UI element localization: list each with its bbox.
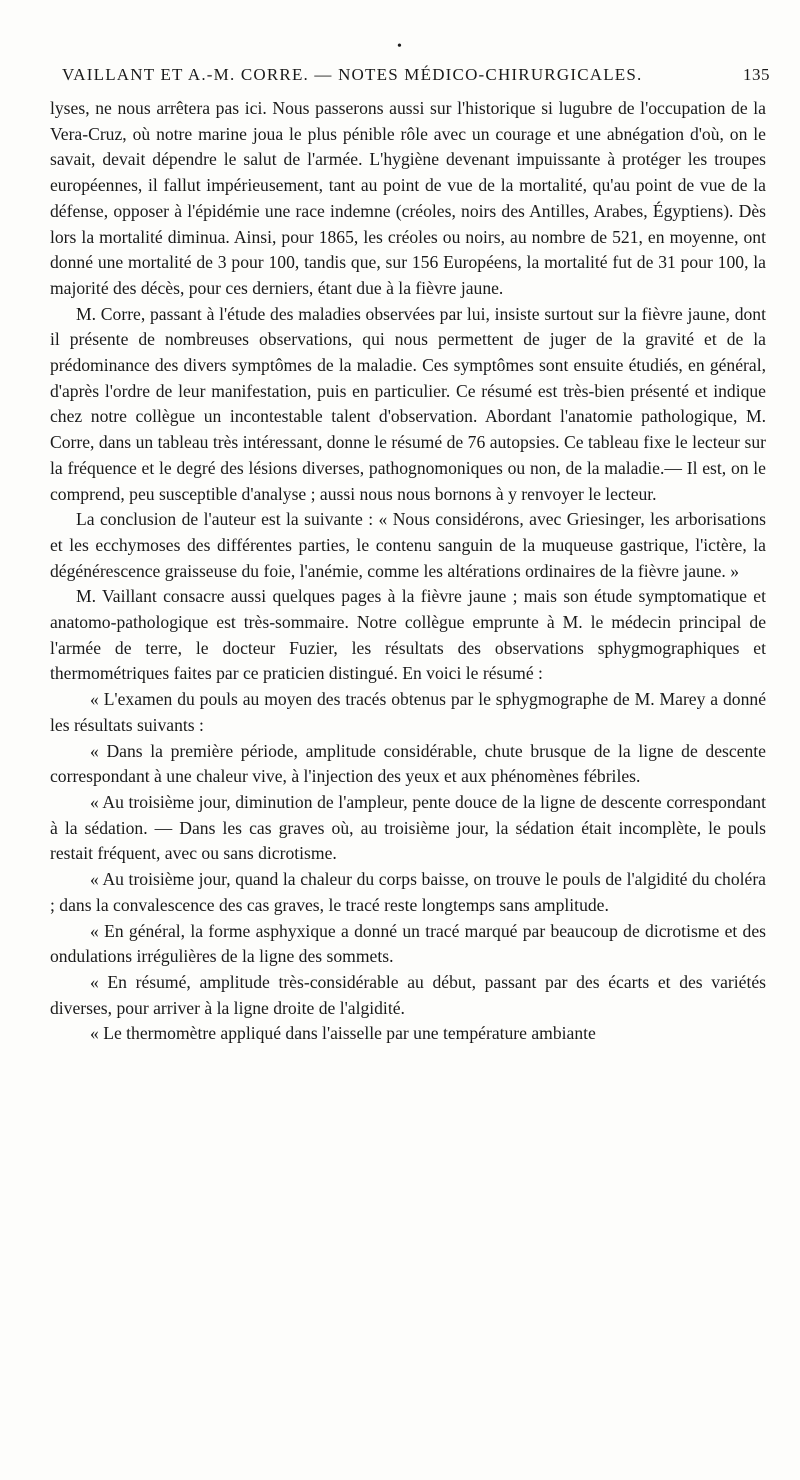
quote-first-period: « Dans la première période, amplitude considérable, chute brusque de la ligne de descente correspondant à une chaleur vive, à l'injection des yeux et aux phénomènes fébriles. <box>50 740 766 787</box>
paragraph-corre-study: M. Corre, passant à l'étude des maladies observées par lui, insiste surtout sur la fièvre jaune, dont il présente de nombreuses observations, qui nous permettent de juger de la gravité et de la prédominance des divers symptômes de la maladie. Ces symptômes sont ensuite étudiés, en général, d'après l'ordre de leur manifestation, puis en particulier. Ce résumé est très-bien présenté et indique chez notre collègue un incontestable talent d'observation. Abordant l'anatomie pathologique, M. Corre, dans un tableau très intéressant, donne le résumé de 76 autopsies. Ce tableau fixe le lecteur sur la fréquence et le degré des lésions diverses, pathognomoniques ou non, de la maladie.— Il est, on le comprend, peu susceptible d'analyse ; aussi nous nous bornons à y renvoyer le lecteur. <box>50 303 766 504</box>
quote-body-heat: « Au troisième jour, quand la chaleur du corps baisse, on trouve le pouls de l'algidité du choléra ; dans la convalescence des cas graves, le tracé reste longtemps sans amplitude. <box>50 869 766 915</box>
quote-asphyxic-form: « En général, la forme asphyxique a donné un tracé marqué par beaucoup de dicrotisme et des ondulations irrégulières de la ligne des sommets. <box>50 920 766 967</box>
body-text <box>50 96 766 1047</box>
paragraph-continuation: lyses, ne nous arrêtera pas ici. Nous passerons aussi sur l'historique si lugubre de l'occupation de la Vera-Cruz, où notre marine joua le plus pénible rôle avec un courage et une abnégation d'où, on le savait, devait dépendre le salut de l'armée. L'hygiène devenant impuissante à protéger les troupes européennes, il fallut impérieusement, tant au point de vue de la mortalité, qu'au point de vue de la défense, opposer à l'épidémie une race indemne (créoles, noirs des Antilles, Arabes, Égyptiens). Dès lors la mortalité diminua. Ainsi, pour 1865, les créoles ou noirs, au nombre de 521, en moyenne, ont donné une mortalité de 3 pour 100, tandis que, sur 156 Européens, la mortalité fut de 31 pour 100, la majorité des décès, pour ces derniers, étant due à la fièvre jaune. <box>50 98 766 298</box>
quote-summary: « En résumé, amplitude très-considérable au début, passant par des écarts et des variétés diverses, pour arriver à la ligne droite de l'algidité. <box>50 971 766 1018</box>
paragraph-vaillant: M. Vaillant consacre aussi quelques pages à la fièvre jaune ; mais son étude symptomatique et anatomo-pathologique est très-sommaire. Notre collègue emprunte à M. le médecin principal de l'armée de terre, le docteur Fuzier, les résultats des observations sphygmographiques et thermométriques faites par ce praticien distingué. En voici le résumé : <box>50 586 766 684</box>
quote-pulse-exam: « L'examen du pouls au moyen des tracés obtenus par le sphygmographe de M. Marey a donné les résultats suivants : <box>50 689 766 735</box>
quote-third-day: « Au troisième jour, diminution de l'ampleur, pente douce de la ligne de descente correspondant à la sédation. — Dans les cas graves où, au troisième jour, la sédation était incomplète, le pouls restait fréquent, avec ou sans dicrotisme. <box>50 791 766 864</box>
page-number: 135 <box>743 65 770 84</box>
running-title: VAILLANT ET A.-M. CORRE. — NOTES MÉDICO-CHIRURGICALES. <box>62 65 643 84</box>
page-header <box>62 60 770 90</box>
paragraph-conclusion: La conclusion de l'auteur est la suivante : « Nous considérons, avec Griesinger, les arborisations et les ecchymoses des différentes parties, le contenu sanguin de la muqueuse gastrique, l'ictère, la dégénérescence graisseuse du foie, l'anémie, comme les altérations ordinaires de la fièvre jaune. » <box>50 509 766 581</box>
quote-thermometer: « Le thermomètre appliqué dans l'aisselle par une température ambiante <box>90 1023 596 1044</box>
header-dot: • <box>397 39 402 54</box>
